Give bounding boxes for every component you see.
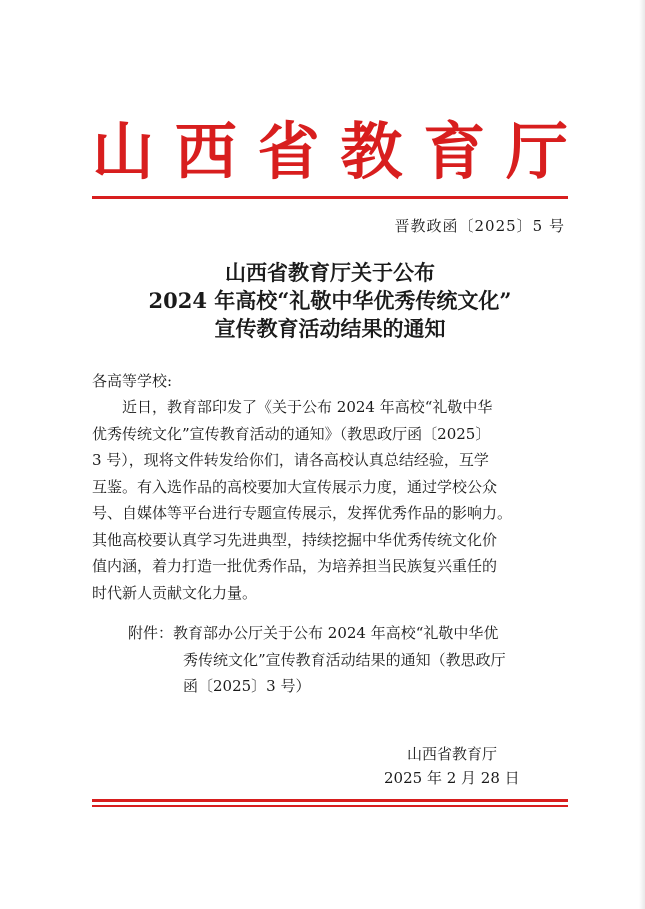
masthead-char: 育 xyxy=(423,115,486,188)
attachment-line: 附件：教育部办公厅关于公布 2024 年高校“礼敬中华优 xyxy=(128,624,499,642)
body-line: 优秀传统文化”宣传教育活动的通知》（教思政厅函〔2025〕 xyxy=(92,424,491,443)
body-paragraph xyxy=(92,394,568,606)
title-line: 宣传教育活动结果的通知 xyxy=(214,316,446,341)
body-line: 时代新人贡献文化力量。 xyxy=(92,583,258,602)
masthead-char: 省 xyxy=(257,115,320,188)
body-line: 3 号），现将文件转发给你们，请各高校认真总结经验，互学 xyxy=(92,451,489,469)
document-number: 晋教政函〔2025〕5 号 xyxy=(394,217,565,235)
salutation: 各高等学校: xyxy=(92,372,173,390)
body-line: 值内涵，着力打造一批优秀作品，为培养担当民族复兴重任的 xyxy=(92,557,498,575)
document-title xyxy=(92,259,568,343)
attachment-line: 函〔2025〕3 号） xyxy=(183,677,311,695)
title-line: 2024 年高校“礼敬中华优秀传统文化” xyxy=(148,288,512,313)
signature-date: 2025 年 2 月 28 日 xyxy=(384,769,520,787)
masthead-char: 教 xyxy=(340,115,403,188)
masthead-char: 西 xyxy=(174,115,237,188)
masthead-char: 厅 xyxy=(505,115,568,188)
attachment-note xyxy=(128,620,568,700)
attachment-line: 秀传统文化”宣传教育活动结果的通知（教思政厅 xyxy=(183,650,506,669)
body-line: 近日，教育部印发了《关于公布 2024 年高校“礼敬中华 xyxy=(92,398,493,416)
title-line: 山西省教育厅关于公布 xyxy=(225,260,435,285)
red-divider-bottom-thin xyxy=(92,805,568,807)
page-edge-shadow xyxy=(639,0,645,909)
masthead-char: 山 xyxy=(92,115,155,188)
body-line: 互鉴。有入选作品的高校要加大宣传展示力度，通过学校公众 xyxy=(92,477,498,496)
red-divider-top xyxy=(92,196,568,199)
red-divider-bottom xyxy=(92,799,568,802)
body-line: 号、自媒体等平台进行专题宣传展示，发挥优秀作品的影响力。 xyxy=(92,504,513,522)
signature-organization: 山西省教育厅 xyxy=(407,745,498,763)
masthead-title xyxy=(92,112,568,192)
body-line: 其他高校要认真学习先进典型，持续挖掘中华优秀传统文化价 xyxy=(92,530,498,549)
